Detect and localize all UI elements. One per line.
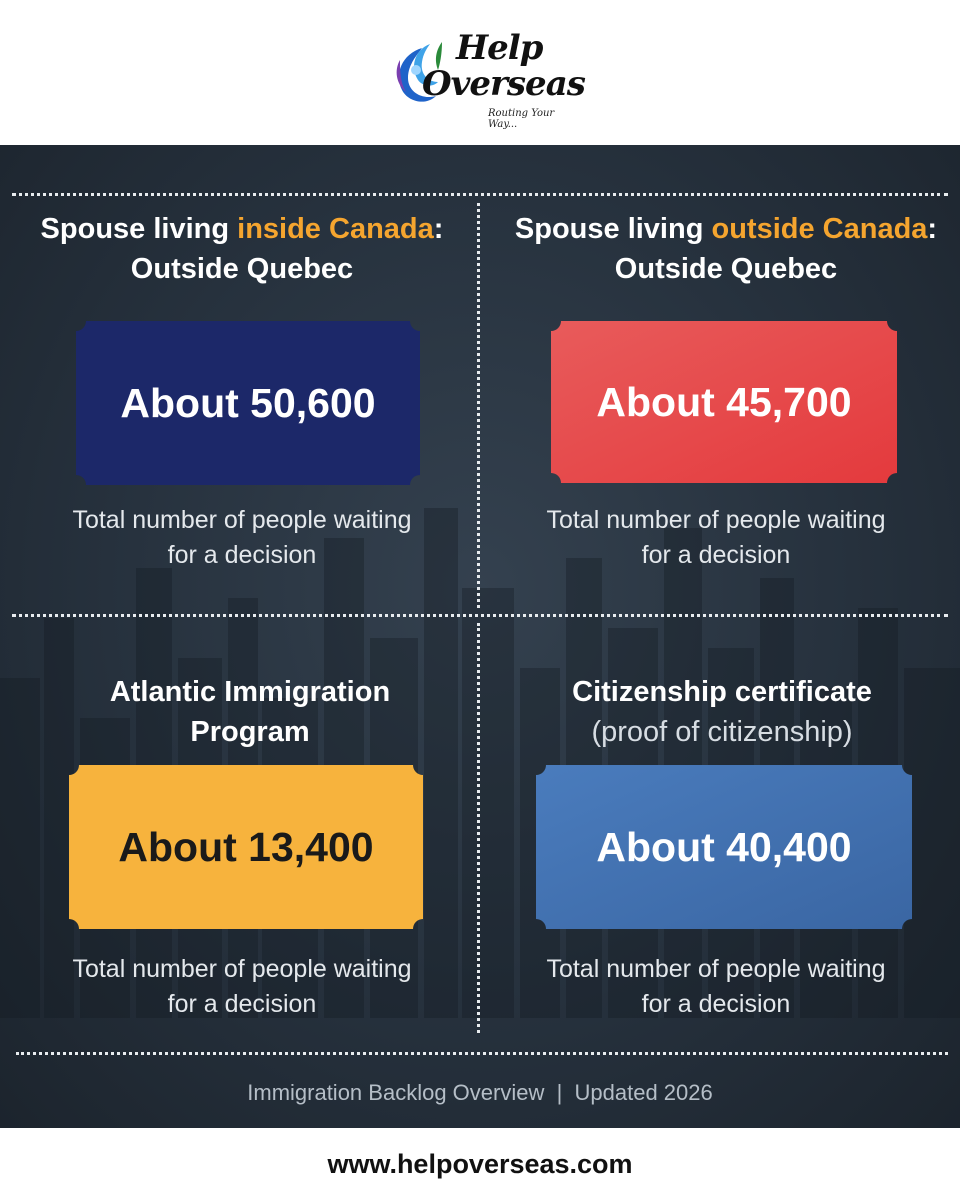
divider-top [12,193,948,196]
infographic-panel [0,145,960,1128]
divider-bottom [16,1052,948,1055]
logo-word-overseas: Overseas [422,64,585,104]
highlight-inside-canada: inside Canada [237,213,434,245]
header [0,0,960,145]
card-title-atlantic: Atlantic Immigration Program [109,676,391,748]
logo-tagline: Routing Your Way... [488,108,555,130]
highlight-outside-canada: outside Canada [711,213,928,245]
card-caption: Total number of people waiting for a decision [546,506,886,569]
divider-vertical-upper [477,203,480,608]
logo-word-help: Help [456,28,543,68]
website-link[interactable]: www.helpoverseas.com [0,1128,960,1200]
value-text: About 40,400 [596,823,852,870]
card-title-spouse-inside: Spouse living inside Canada: Outside Quebec [40,213,444,285]
card-caption: Total number of people waiting for a decision [72,955,412,1018]
card-caption: Total number of people waiting for a decision [546,955,886,1018]
card-title-citizenship: Citizenship certificate (proof of citizenship) [572,676,872,748]
card-title-spouse-outside: Spouse living outside Canada: Outside Quebec [514,213,938,285]
value-badge-spouse-outside [551,321,897,483]
card-subtitle: Outside Quebec [130,253,354,285]
overview-footer-text: Immigration Backlog Overview | Updated 2026 [247,1080,713,1105]
value-badge-atlantic [69,765,423,929]
value-text: About 50,600 [120,379,376,426]
card-subtitle: Outside Quebec [614,253,838,285]
value-text: About 45,700 [596,378,852,425]
value-badge-spouse-inside [76,321,420,485]
card-caption: Total number of people waiting for a decision [72,506,412,569]
help-overseas-logo[interactable] [392,28,585,130]
divider-middle [12,614,948,617]
value-badge-citizenship [536,765,912,929]
value-text: About 13,400 [118,823,374,870]
